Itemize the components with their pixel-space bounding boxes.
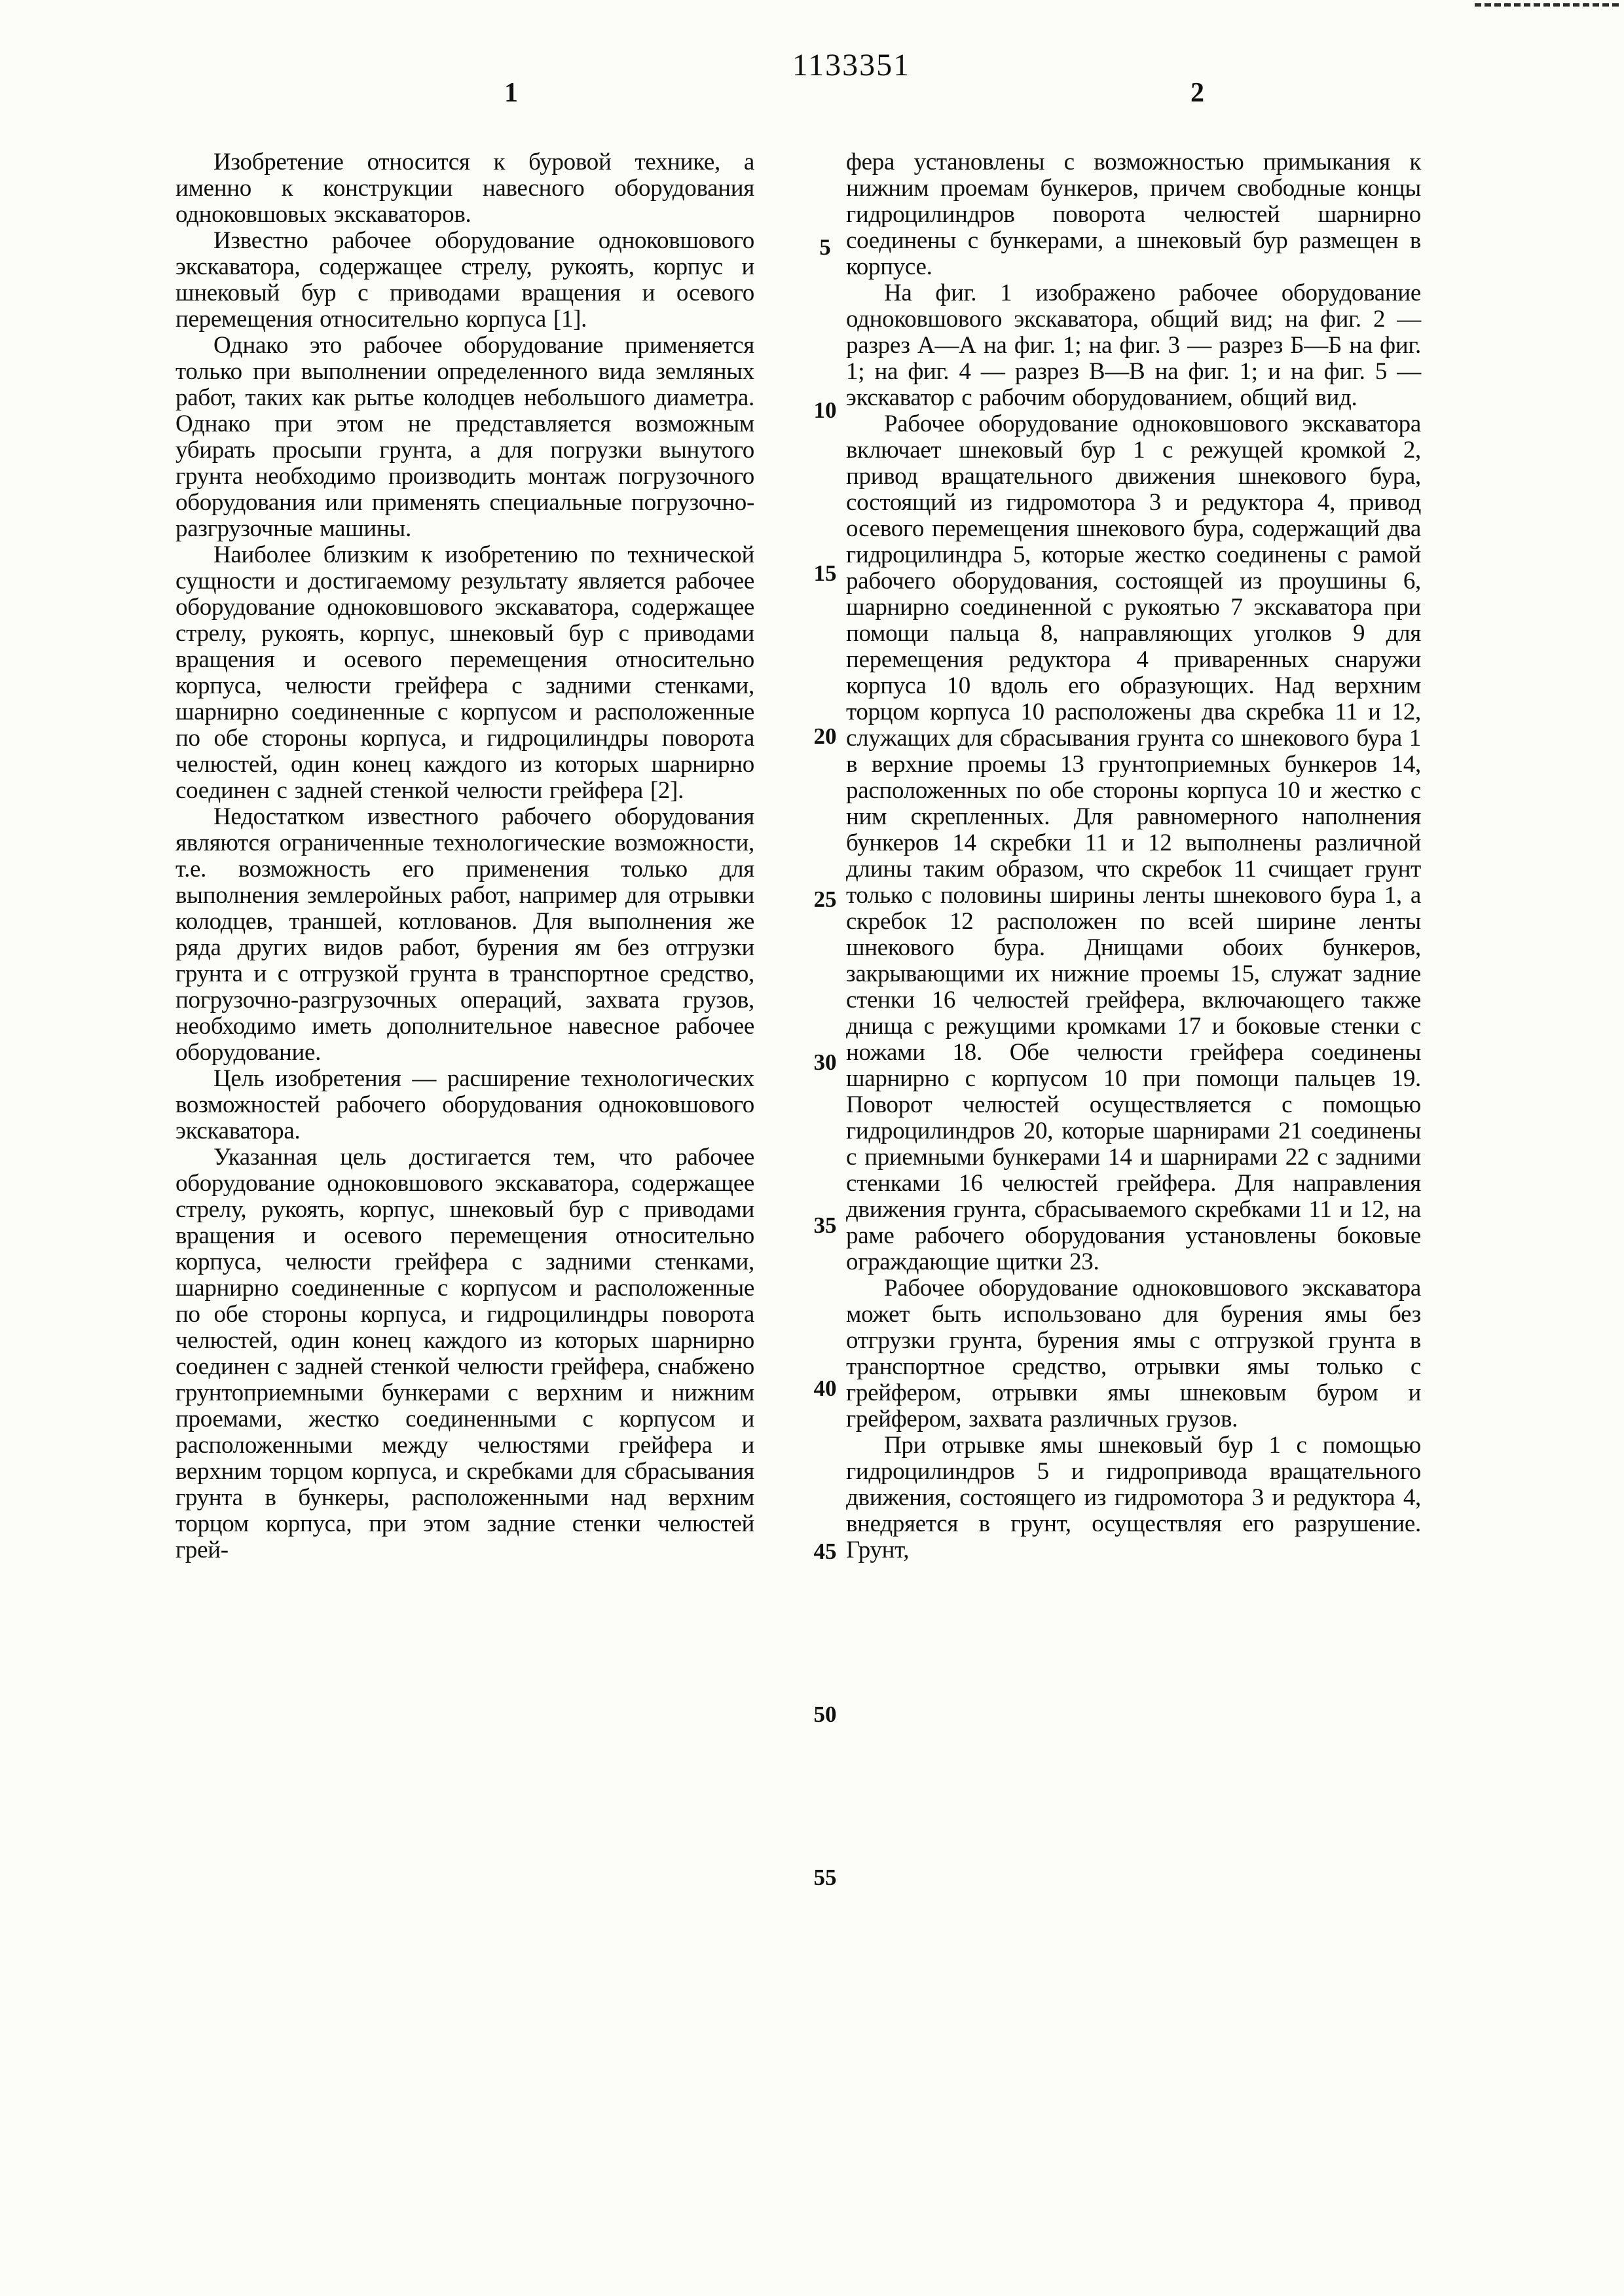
paragraph: Однако это рабочее оборудование применяется только при выполнении определенного вида земляных работ, таких как рытье колодцев небольшого диаметра. Однако при этом не представляется возможным убирать просыпи грунта, а для погрузки вынутого грунта необходимо производить монтаж погрузочного оборудования или применять специальные погрузочно-разгрузочные машины. [175, 332, 754, 542]
gutter-line-number: 25 [813, 886, 837, 912]
paragraph: Наиболее близким к изобретению по технической сущности и достигаемому результату является рабочее оборудование одноковшового экскаватора, содержащее стрелу, рукоять, корпус, шнековый бур с приводами вращения и осевого перемещения относительно корпуса, челюсти грейфера с задними стенками, шарнирно соединенные с корпусом и расположенные по обе стороны корпуса, и гидроцилиндры поворота челюстей, один конец каждого из которых шарнирно соединен с задней стенкой челюсти грейфера [2]. [175, 541, 754, 804]
right-column [846, 149, 1421, 1563]
gutter-line-number: 55 [813, 1865, 837, 1890]
gutter-line-number: 40 [813, 1376, 837, 1401]
column-number-right: 2 [1190, 78, 1204, 108]
paragraph: Рабочее оборудование одноковшового экскаватора может быть использовано для бурения ямы без отгрузки грунта, бурения ямы с отгрузкой грунта в транспортное средство, отрывки ямы только с грейфером, отрывки ямы шнековым буром и грейфером, захвата различных грузов. [846, 1275, 1421, 1432]
gutter-line-number: 35 [813, 1212, 837, 1238]
left-column [175, 149, 754, 1563]
column-number-left: 1 [504, 78, 518, 108]
paragraph: Недостатком известного рабочего оборудования являются ограниченные технологические возможности, т.е. возможность его применения только для выполнения землеройных работ, например для отрывки колодцев, траншей, котлованов. Для выполнения же ряда других видов работ, бурения ям без отгрузки грунта и с отгрузкой грунта в транспортное средство, погрузочно-разгрузочных операций, захвата грузов, необходимо иметь дополнительное навесное рабочее оборудование. [175, 803, 754, 1066]
gutter-line-number: 15 [813, 560, 837, 586]
gutter-line-number: 45 [813, 1539, 837, 1564]
gutter-line-number: 5 [819, 234, 831, 260]
gutter-line-number: 30 [813, 1049, 837, 1075]
paragraph: При отрывке ямы шнековый бур 1 с помощью гидроцилиндров 5 и гидропривода вращательного движения, состоящего из гидромотора 3 и редуктора 4, внедряется в грунт, осуществляя его разрушение. Грунт, [846, 1432, 1421, 1563]
paragraph: Изобретение относится к буровой технике, а именно к конструкции навесного оборудования одноковшовых экскаваторов. [175, 149, 754, 228]
paragraph: фера установлены с возможностью примыкания к нижним проемам бункеров, причем свободные концы гидроцилиндров поворота челюстей шарнирно соединены с бункерами, а шнековый бур размещен в корпусе. [846, 149, 1421, 280]
paragraph: Указанная цель достигается тем, что рабочее оборудование одноковшового экскаватора, содержащее стрелу, рукоять, корпус, шнековый бур с приводами вращения и осевого перемещения относительно корпуса, челюсти грейфера с задними стенками, шарнирно соединенные с корпусом и расположенные по обе стороны корпуса, и гидроцилиндры поворота челюстей, один конец каждого из которых шарнирно соединен с задней стенкой челюсти грейфера, снабжено грунтоприемными бункерами с верхним и нижним проемами, жестко соединенными с корпусом и расположенными между челюстями грейфера и верхним торцом корпуса, и скребками для сбрасывания грунта в бункеры, расположенными над верхним торцом корпуса, при этом задние стенки челюстей грей- [175, 1144, 754, 1563]
paragraph: Известно рабочее оборудование одноковшового экскаватора, содержащее стрелу, рукоять, корпус и шнековый бур с приводами вращения и осевого перемещения относительно корпуса [1]. [175, 227, 754, 333]
patent-number: 1133351 [792, 48, 911, 82]
gutter-line-number: 20 [813, 723, 837, 749]
paragraph: Цель изобретения — расширение технологических возможностей рабочего оборудования одноковшового экскаватора. [175, 1065, 754, 1144]
scan-artifact-dashes [1475, 3, 1619, 7]
gutter-line-number: 10 [813, 397, 837, 423]
paragraph: На фиг. 1 изображено рабочее оборудование одноковшового экскаватора, общий вид; на фиг. 2 — разрез А—А на фиг. 1; на фиг. 3 — разрез Б—Б на фиг. 1; на фиг. 4 — разрез В—В на фиг. 1; и на фиг. 5 — экскаватор с рабочим оборудованием, общий вид. [846, 280, 1421, 411]
paragraph: Рабочее оборудование одноковшового экскаватора включает шнековый бур 1 с режущей кромкой 2, привод вращательного движения шнекового бура, состоящий из гидромотора 3 и редуктора 4, привод осевого перемещения шнекового бура, содержащий два гидроцилиндра 5, которые жестко соединены с рамой рабочего оборудования, состоящей из проушины 6, шарнирно соединенной с рукоятью 7 экскаватора при помощи пальца 8, направляющих уголков 9 для перемещения редуктора 4 приваренных снаружи корпуса 10 вдоль его образующих. Над верхним торцом корпуса 10 расположены два скребка 11 и 12, служащих для сбрасывания грунта со шнекового бура 1 в верхние проемы 13 грунтоприемных бункеров 14, расположенных по обе стороны корпуса 10 и жестко с ним скрепленных. Для равномерного наполнения бункеров 14 скребки 11 и 12 выполнены различной длины таким образом, что скребок 11 счищает грунт только с половины ширины ленты шнекового бура 1, а скребок 12 расположен по всей ширине ленты шнекового бура. Днищами обоих бункеров, закрывающими их нижние проемы 15, служат задние стенки 16 челюстей грейфера, включающего также днища с режущими кромками 17 и боковые стенки с ножами 18. Обе челюсти грейфера соединены шарнирно с корпусом 10 при помощи пальцев 19. Поворот челюстей осуществляется с помощью гидроцилиндров 20, которые шарнирами 21 соединены с приемными бункерами 14 и шарнирами 22 с задними стенками 16 челюстей грейфера. Для направления движения грунта, сбрасываемого скребками 11 и 12, на раме рабочего оборудования установлены боковые ограждающие щитки 23. [846, 410, 1421, 1275]
gutter-line-number: 50 [813, 1702, 837, 1727]
